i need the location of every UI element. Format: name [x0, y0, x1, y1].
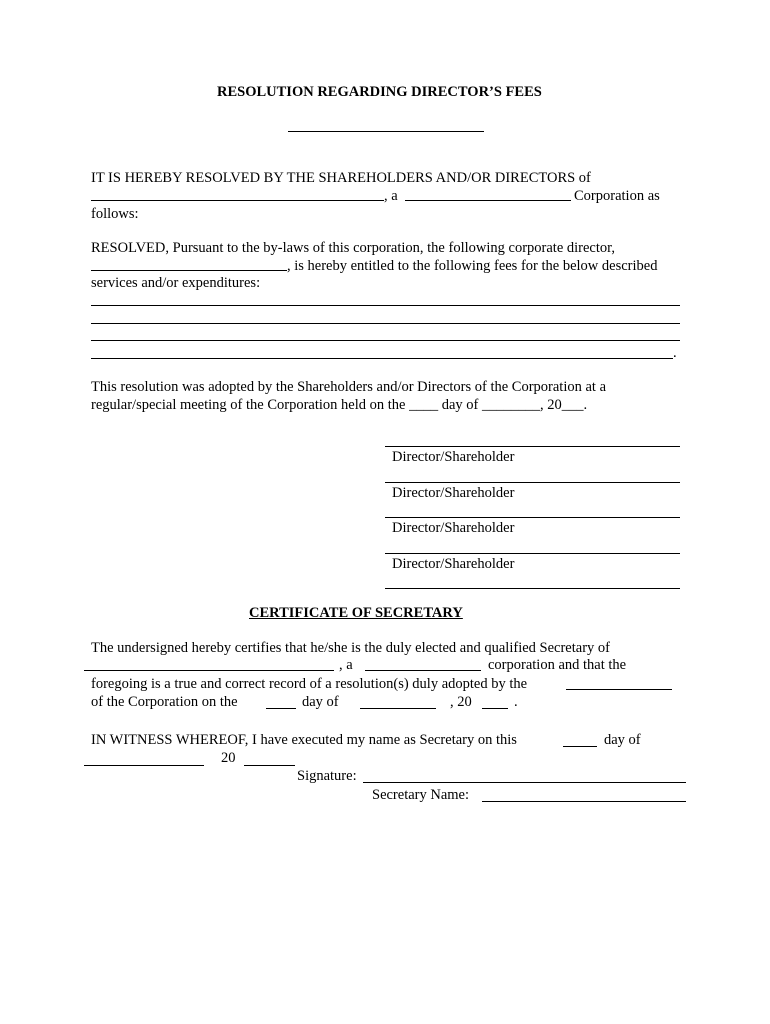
witness-line-1: IN WITNESS WHEREOF, I have executed my name as Secretary on this: [91, 732, 517, 748]
fees-line-2[interactable]: [91, 323, 680, 324]
certificate-period: .: [514, 694, 518, 710]
signature-label-4: Director/Shareholder: [392, 556, 515, 572]
secretary-name-blank[interactable]: [482, 801, 686, 802]
certificate-line-3: foregoing is a true and correct record of a resolution(s) duly adopted by the: [91, 676, 528, 692]
signature-line-2[interactable]: [385, 482, 680, 483]
signature-line-4[interactable]: [385, 553, 680, 554]
entity-name-blank[interactable]: [91, 200, 384, 201]
certificate-heading: CERTIFICATE OF SECRETARY: [249, 605, 463, 621]
witness-year-blank[interactable]: [244, 765, 295, 766]
signature-label-1: Director/Shareholder: [392, 449, 515, 465]
signature-line-1[interactable]: [385, 446, 680, 447]
witness-day-of: day of: [604, 732, 641, 748]
cert-adopted-by-blank[interactable]: [566, 689, 672, 690]
signature-line-3[interactable]: [385, 517, 680, 518]
resolved-line-3: services and/or expenditures:: [91, 275, 261, 291]
certificate-comma-a: , a: [339, 657, 353, 673]
certificate-comma-20: , 20: [450, 694, 472, 710]
witness-day-blank[interactable]: [563, 746, 597, 747]
cert-corp-name-blank[interactable]: [84, 670, 334, 671]
fees-period: .: [673, 345, 677, 361]
fees-line-3[interactable]: [91, 340, 680, 341]
certificate-corp-and-that: corporation and that the: [488, 657, 627, 673]
fees-line-4[interactable]: [91, 358, 673, 359]
adoption-line-1: This resolution was adopted by the Shareholders and/or Directors of the Corporation at a: [91, 379, 607, 395]
document-title: RESOLUTION REGARDING DIRECTOR’S FEES: [217, 84, 542, 100]
secretary-name-label: Secretary Name:: [372, 787, 470, 803]
signature-label-3: Director/Shareholder: [392, 520, 515, 536]
cert-state-blank[interactable]: [365, 670, 481, 671]
title-underline: [288, 131, 484, 132]
signature-line-5[interactable]: [385, 588, 680, 589]
certificate-line-1: The undersigned hereby certifies that he/she is the duly elected and qualified Secretary of: [91, 640, 610, 656]
state-blank[interactable]: [405, 200, 571, 201]
cert-month-blank[interactable]: [360, 708, 436, 709]
adoption-line-2: regular/special meeting of the Corporation held on the ____ day of ________, 20___.: [91, 397, 588, 413]
signature-label: Signature:: [297, 768, 357, 784]
resolved-line-1: RESOLVED, Pursuant to the by-laws of this corporation, the following corporate director,: [91, 240, 616, 256]
witness-twenty: 20: [221, 750, 236, 766]
certificate-of-corp-on: of the Corporation on the: [91, 694, 238, 710]
intro-follows: follows:: [91, 206, 139, 222]
secretary-signature-blank[interactable]: [363, 782, 686, 783]
cert-year-blank[interactable]: [482, 708, 508, 709]
certificate-day-of: day of: [302, 694, 339, 710]
signature-label-2: Director/Shareholder: [392, 485, 515, 501]
cert-day-blank[interactable]: [266, 708, 296, 709]
resolved-line-2: , is hereby entitled to the following fees for the below described: [287, 258, 658, 274]
intro-corporation-as: Corporation as: [574, 188, 660, 204]
director-name-blank[interactable]: [91, 270, 287, 271]
intro-comma-a: , a: [384, 188, 398, 204]
witness-month-blank[interactable]: [84, 765, 204, 766]
intro-line-1: IT IS HEREBY RESOLVED BY THE SHAREHOLDERS AND/OR DIRECTORS of: [91, 170, 591, 186]
fees-line-1[interactable]: [91, 305, 680, 306]
